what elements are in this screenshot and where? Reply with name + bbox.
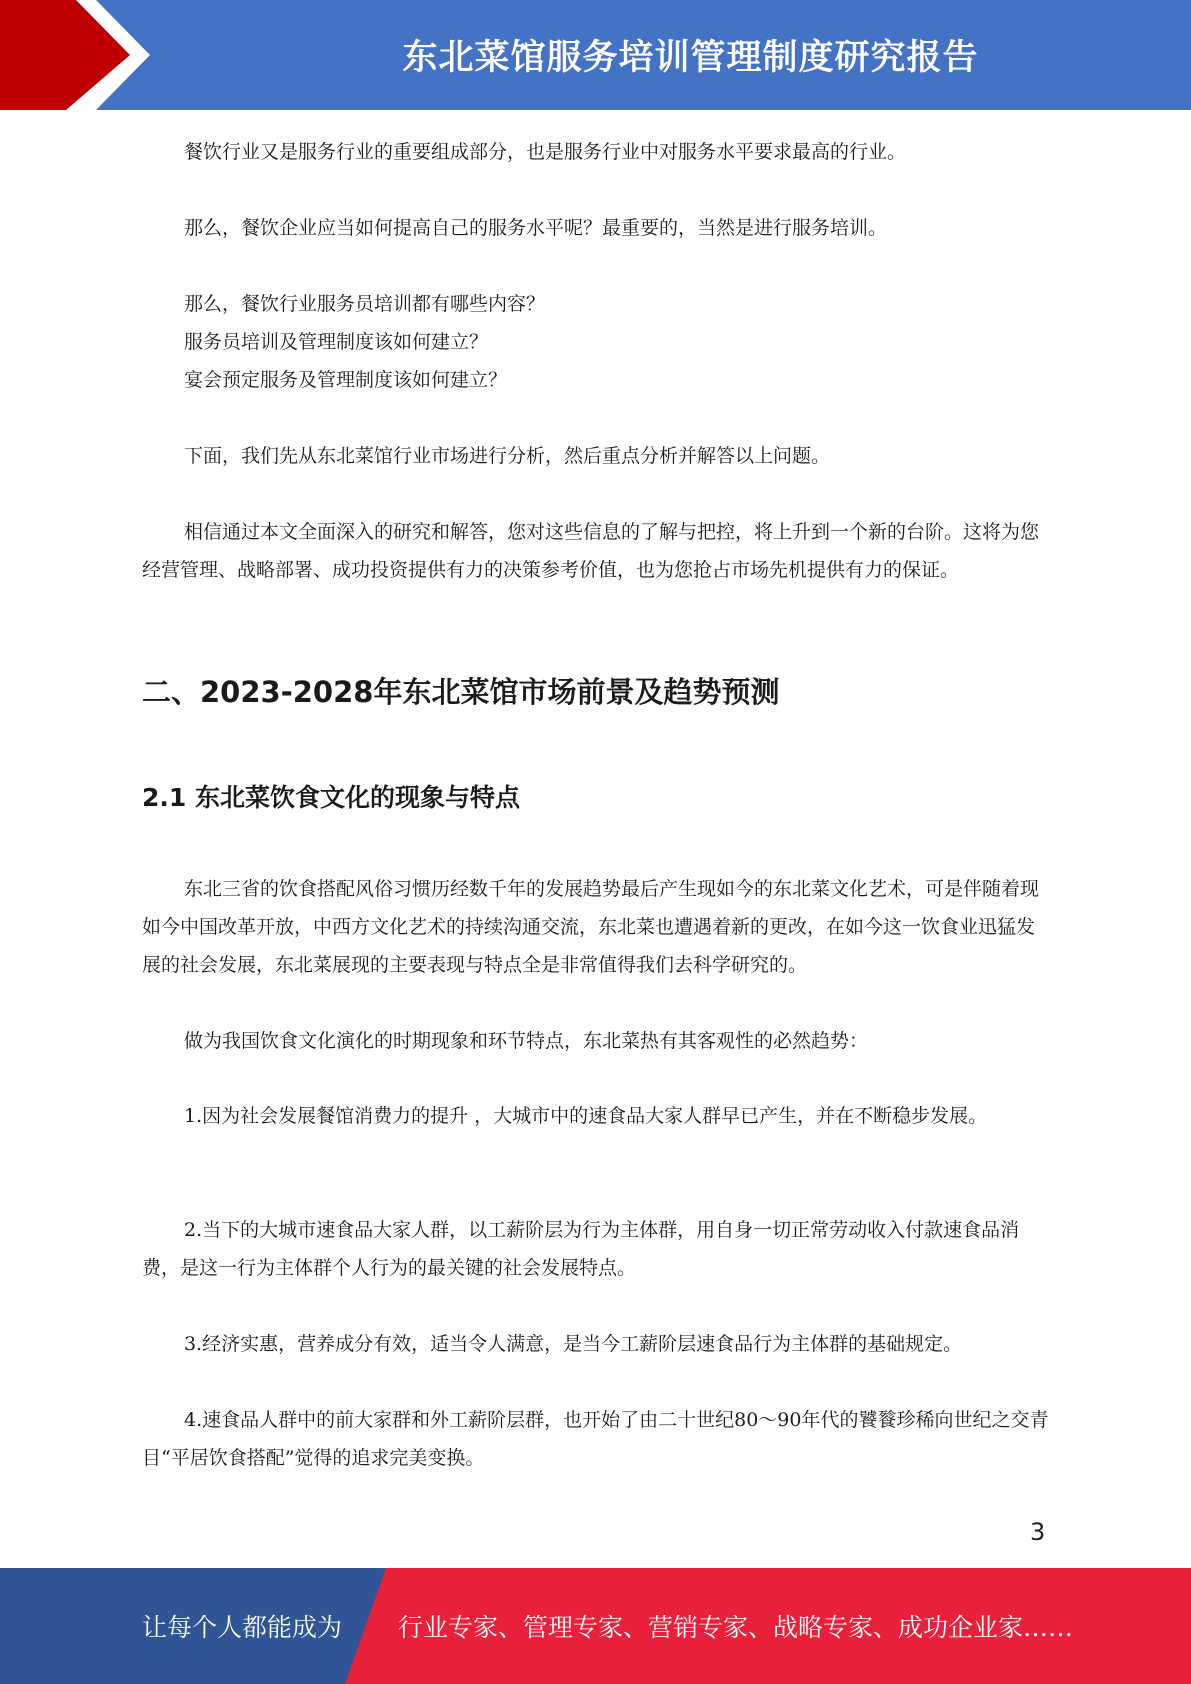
header-title: 东北菜馆服务培训管理制度研究报告	[402, 38, 979, 78]
subsection-heading: 2.1 东北菜饮食文化的现象与特点	[142, 783, 520, 812]
page-number: 3	[1030, 1518, 1046, 1546]
paragraph-culture: 东北三省的饮食搭配风俗习惯历经数千年的发展趋势最后产生现如今的东北菜文化艺术，可是伴随着现如今中国改革开放，中西方文化艺术的持续沟通交流，东北菜也遭遇着新的更改，在如今这一饮食业迅猛发展的社会发展，东北菜展现的主要表现与特点全是非常值得我们去科学研究的。	[142, 878, 1040, 976]
paragraph-intro: 餐饮行业又是服务行业的重要组成部分，也是服务行业中对服务水平要求最高的行业。	[184, 141, 907, 163]
list-item-2: 2.当下的大城市速食品大家人群，以工薪阶层为行为主体群，用自身一切正常劳动收入付款速食品消费，是这一行为主体群个人行为的最关键的社会发展特点。	[142, 1219, 1020, 1279]
paragraph-analysis: 下面，我们先从东北菜馆行业市场进行分析，然后重点分析并解答以上问题。	[184, 445, 831, 467]
list-item-3: 3.经济实惠，营养成分有效，适当令人满意，是当今工薪阶层速食品行为主体群的基础规定。	[184, 1333, 963, 1355]
paragraph-trend: 做为我国饮食文化演化的时期现象和环节特点，东北菜热有其客观性的必然趋势：	[184, 1030, 869, 1052]
footer-slogan-right: 行业专家、管理专家、营销专家、战略专家、成功企业家……	[398, 1613, 1074, 1642]
list-item-4: 4.速食品人群中的前大家群和外工薪阶层群，也开始了由二十世纪80～90年代的饕餮珍稀向世纪之交青目“平居饮食搭配”觉得的追求完美变换。	[142, 1409, 1049, 1469]
paragraph-question: 那么，餐饮企业应当如何提高自己的服务水平呢？最重要的，当然是进行服务培训。	[184, 217, 888, 239]
list-item-1: 1.因为社会发展餐馆消费力的提升 ，大城市中的速食品大家人群早已产生，并在不断稳步发展。	[184, 1105, 988, 1127]
section-heading: 二、2023-2028年东北菜馆市场前景及趋势预测	[142, 675, 780, 709]
footer-slogan-left: 让每个人都能成为	[142, 1613, 343, 1642]
page-header	[0, 0, 1191, 110]
question-line-3: 宴会预定服务及管理制度该如何建立？	[184, 369, 508, 391]
question-line-2: 服务员培训及管理制度该如何建立？	[184, 331, 489, 353]
page-footer	[0, 1568, 1191, 1684]
question-line-1: 那么，餐饮行业服务员培训都有哪些内容？	[184, 293, 546, 315]
paragraph-value: 相信通过本文全面深入的研究和解答，您对这些信息的了解与把控，将上升到一个新的台阶。这将为您经营管理、战略部署、成功投资提供有力的决策参考价值，也为您抢占市场先机提供有力的保证。	[142, 521, 1040, 581]
